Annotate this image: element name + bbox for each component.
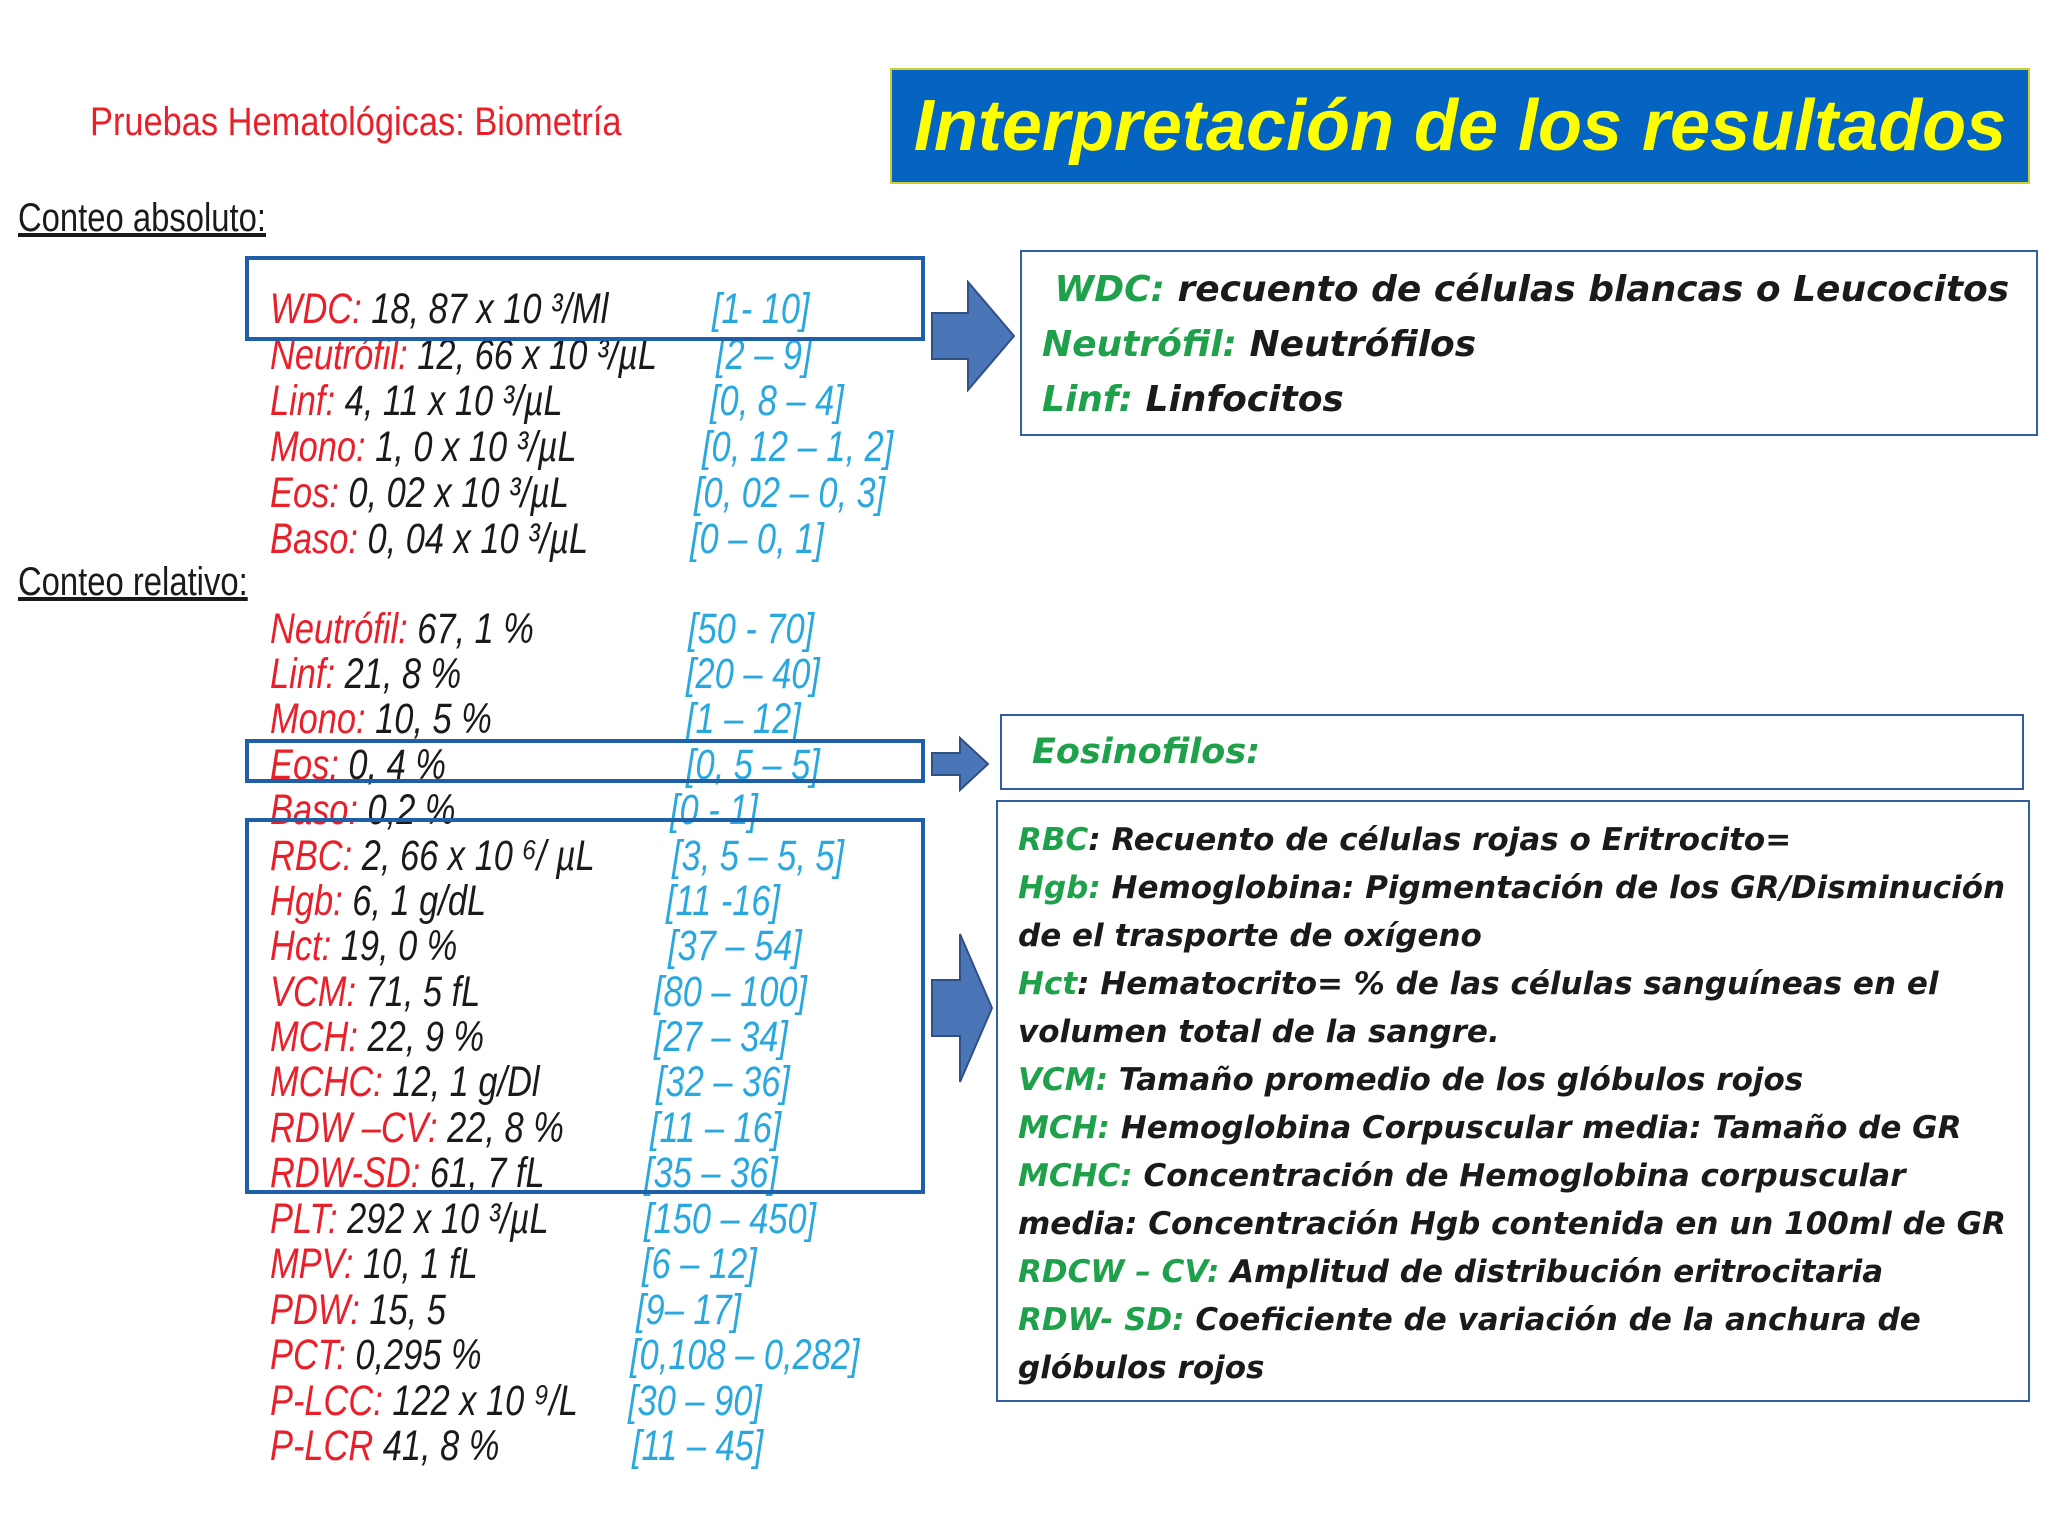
row-label: PDW: 15, 5 xyxy=(270,1286,446,1334)
definition-term: Eosinofilos: xyxy=(1032,732,1261,772)
row-label: WDC: 18, 87 x 10 ³/Ml xyxy=(270,285,609,333)
row-range: [37 – 54] xyxy=(668,922,802,970)
page-title: Pruebas Hematológicas: Biometría xyxy=(90,100,622,144)
row-label: Neutrófil: 12, 66 x 10 ³/µL xyxy=(270,331,657,379)
row-label: RDW –CV: 22, 8 % xyxy=(270,1104,564,1152)
arrow-right-icon xyxy=(930,736,990,792)
definition-line: Hgb: Hemoglobina: Pigmentación de los GR/Disminución de el trasporte de oxígeno xyxy=(1018,870,2006,954)
row-range: [0, 8 – 4] xyxy=(710,377,844,425)
title-banner xyxy=(890,68,2030,184)
row-range: [2 – 9] xyxy=(716,331,812,379)
row-label: Linf: 21, 8 % xyxy=(270,650,462,698)
row-range: [35 – 36] xyxy=(644,1149,778,1197)
row-range: [6 – 12] xyxy=(642,1240,757,1288)
definition-line: Hct: Hematocrito= % de las células sanguíneas en el volumen total de la sangre. xyxy=(1018,966,1939,1050)
row-label: RDW-SD: 61, 7 fL xyxy=(270,1149,545,1197)
row-label: PCT: 0,295 % xyxy=(270,1331,482,1379)
row-label: Mono: 10, 5 % xyxy=(270,695,492,743)
section-absolute: Conteo absoluto: xyxy=(18,196,267,240)
row-range: [150 – 450] xyxy=(644,1195,817,1243)
row-range: [0, 12 – 1, 2] xyxy=(702,423,894,471)
definition-line: Neutrófil: Neutrófilos xyxy=(1042,324,1477,365)
row-range: [20 – 40] xyxy=(686,650,820,698)
row-range: [27 – 34] xyxy=(654,1013,788,1061)
row-label: MCH: 22, 9 % xyxy=(270,1013,485,1061)
row-label: Hct: 19, 0 % xyxy=(270,922,458,970)
row-label: PLT: 292 x 10 ³/µL xyxy=(270,1195,549,1243)
definition-line: VCM: Tamaño promedio de los glóbulos rojos xyxy=(1018,1062,1804,1098)
row-range: [80 – 100] xyxy=(654,968,808,1016)
row-range: [0, 02 – 0, 3] xyxy=(694,469,886,517)
row-label: Hgb: 6, 1 g/dL xyxy=(270,877,487,925)
highlight-box-rbc-group xyxy=(245,818,925,1194)
row-label: Mono: 1, 0 x 10 ³/µL xyxy=(270,423,577,471)
row-label: VCM: 71, 5 fL xyxy=(270,968,481,1016)
row-range: [50 - 70] xyxy=(688,605,815,653)
row-range: [3, 5 – 5, 5] xyxy=(672,832,845,880)
section-relative: Conteo relativo: xyxy=(18,560,248,604)
definition-line: Linf: Linfocitos xyxy=(1042,379,1344,420)
row-range: [11 – 16] xyxy=(650,1104,782,1152)
definition-line: WDC: recuento de células blancas o Leucocitos xyxy=(1054,269,2010,310)
highlight-box-wdc xyxy=(245,256,925,341)
definition-line: MCHC: Concentración de Hemoglobina corpuscular media: Concentración Hgb contenida en un 100ml de GR xyxy=(1018,1158,2006,1242)
row-label: P-LCC: 122 x 10 ⁹/L xyxy=(270,1377,578,1425)
row-range: [0 - 1] xyxy=(670,786,758,834)
row-range: [1 – 12] xyxy=(686,695,801,743)
row-label: Linf: 4, 11 x 10 ³/µL xyxy=(270,377,563,425)
row-range: [1- 10] xyxy=(712,285,810,333)
definition-line: RDW- SD: Coeficiente de variación de la anchura de glóbulos rojos xyxy=(1018,1302,1921,1386)
row-label: Baso: 0,2 % xyxy=(270,786,456,834)
row-range: [11 -16] xyxy=(666,877,781,925)
highlight-box-eos xyxy=(245,739,925,783)
row-label: RBC: 2, 66 x 10 ⁶/ µL xyxy=(270,832,595,880)
row-label: Eos: 0, 4 % xyxy=(270,741,446,789)
row-range: [9– 17] xyxy=(636,1286,742,1334)
row-range: [30 – 90] xyxy=(628,1377,762,1425)
row-label: Eos: 0, 02 x 10 ³/µL xyxy=(270,469,570,517)
definition-line: MCH: Hemoglobina Corpuscular media: Tamaño de GR xyxy=(1018,1110,1962,1146)
definition-line: RDCW – CV: Amplitud de distribución eritrocitaria xyxy=(1018,1254,1884,1290)
row-label: MPV: 10, 1 fL xyxy=(270,1240,478,1288)
banner-title: Interpretación de los resultados xyxy=(913,86,2007,166)
definitions-box-eosinophils xyxy=(1000,714,2024,790)
definition-line: RBC: Recuento de células rojas o Eritrocito= xyxy=(1018,822,1792,858)
arrow-right-icon xyxy=(930,280,1016,392)
row-range: [0 – 0, 1] xyxy=(690,515,824,563)
row-range: [0, 5 – 5] xyxy=(686,741,820,789)
row-label: Baso: 0, 04 x 10 ³/µL xyxy=(270,515,589,563)
row-label: Neutrófil: 67, 1 % xyxy=(270,605,534,653)
arrow-right-icon xyxy=(930,932,994,1084)
row-range: [32 – 36] xyxy=(656,1058,790,1106)
row-range: [11 – 45] xyxy=(632,1422,764,1470)
definitions-box-erythrocytes xyxy=(996,800,2030,1402)
row-range: [0,108 – 0,282] xyxy=(630,1331,860,1379)
row-label: P-LCR 41, 8 % xyxy=(270,1422,500,1470)
row-label: MCHC: 12, 1 g/Dl xyxy=(270,1058,540,1106)
definitions-box-leukocytes xyxy=(1020,250,2038,436)
